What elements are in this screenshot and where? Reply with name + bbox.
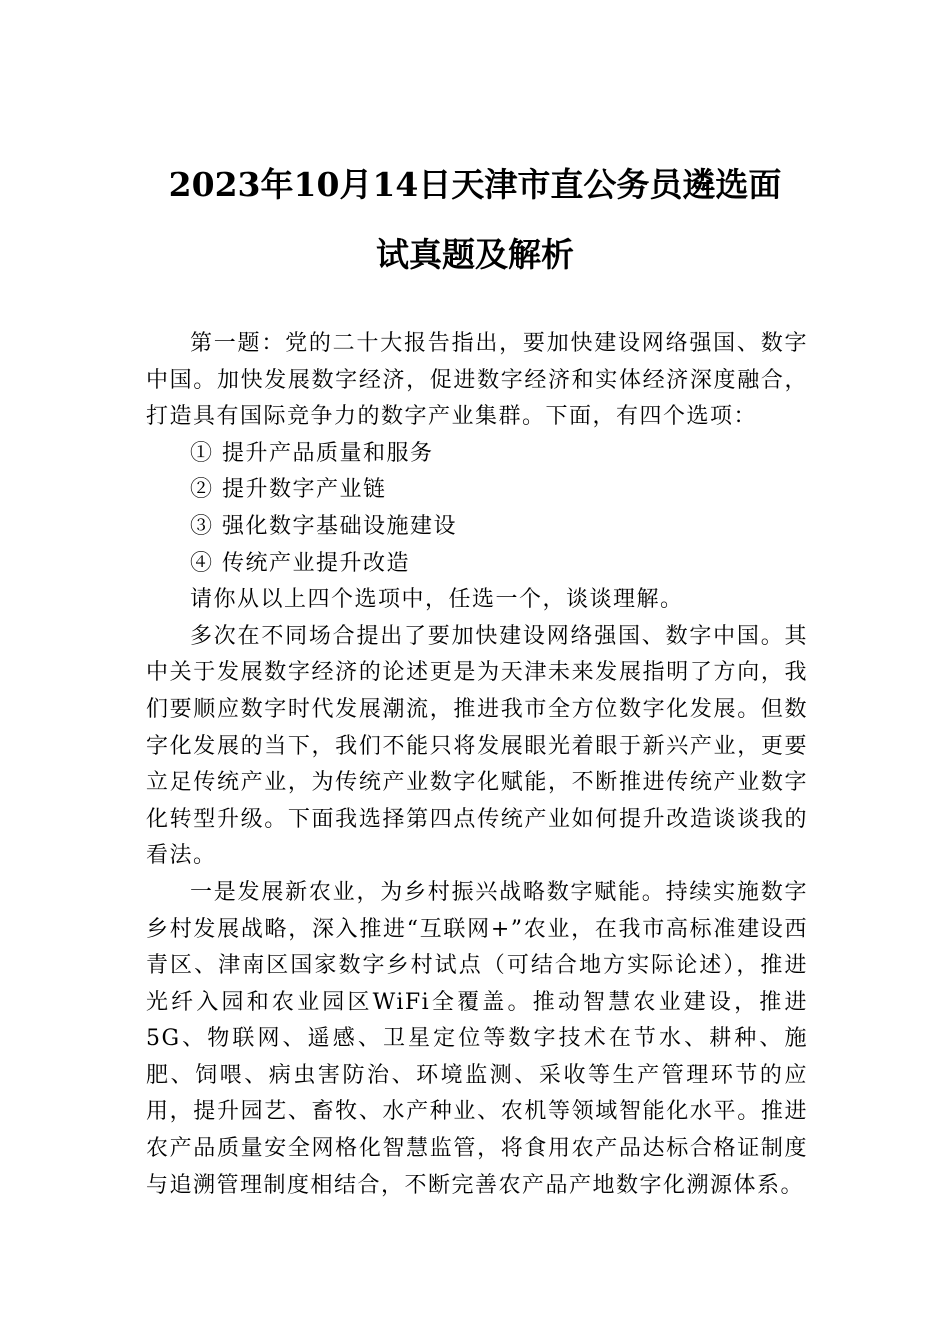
option-2: ② 提升数字产业链: [190, 477, 387, 503]
question-intro: 第一题：党的二十大报告指出，要加快建设网络强国、数字中国。加快发展数字经济，促进数字经济和实体经济深度融合，打造具有国际竞争力的数字产业集群。下面，有四个选项：: [146, 331, 808, 430]
question-prompt: 请你从以上四个选项中，任选一个，谈谈理解。: [190, 587, 684, 613]
answer-paragraph-2: 一是发展新农业，为乡村振兴战略数字赋能。持续实施数字乡村发展战略，深入推进“互联网+”农业，在我市高标准建设西青区、津南区国家数字乡村试点（可结合地方实际论述），推进光纤入园和农业园区WiFi全覆盖。推动智慧农业建设，推进5G、物联网、遥感、卫星定位等数字技术在节水、耕种、施肥、饲喂、病虫害防治、环境监测、采收等生产管理环节的应用，提升园艺、畜牧、水产种业、农机等领域智能化水平。推进农产品质量安全网格化智慧监管，将食用农产品达标合格证制度与追溯管理制度相结合，不断完善农产品产地数字化溯源体系。: [146, 879, 808, 1198]
answer-paragraph-1: 多次在不同场合提出了要加快建设网络强国、数字中国。其中关于发展数字经济的论述更是为天津未来发展指明了方向，我们要顺应数字时代发展潮流，推进我市全方位数字化发展。但数字化发展的当下，我们不能只将发展眼光着眼于新兴产业，更要立足传统产业，为传统产业数字化赋能，不断推进传统产业数字化转型升级。下面我选择第四点传统产业如何提升改造谈谈我的看法。: [146, 623, 808, 869]
option-1: ① 提升产品质量和服务: [190, 440, 434, 466]
document-title-line-1: 2023年10月14日天津市直公务员遴选面: [168, 165, 782, 204]
document-body: [146, 326, 808, 1204]
option-4: ④ 传统产业提升改造: [190, 550, 410, 576]
option-3: ③ 强化数字基础设施建设: [190, 513, 457, 539]
document-title-line-2: 试真题及解析: [376, 235, 574, 274]
